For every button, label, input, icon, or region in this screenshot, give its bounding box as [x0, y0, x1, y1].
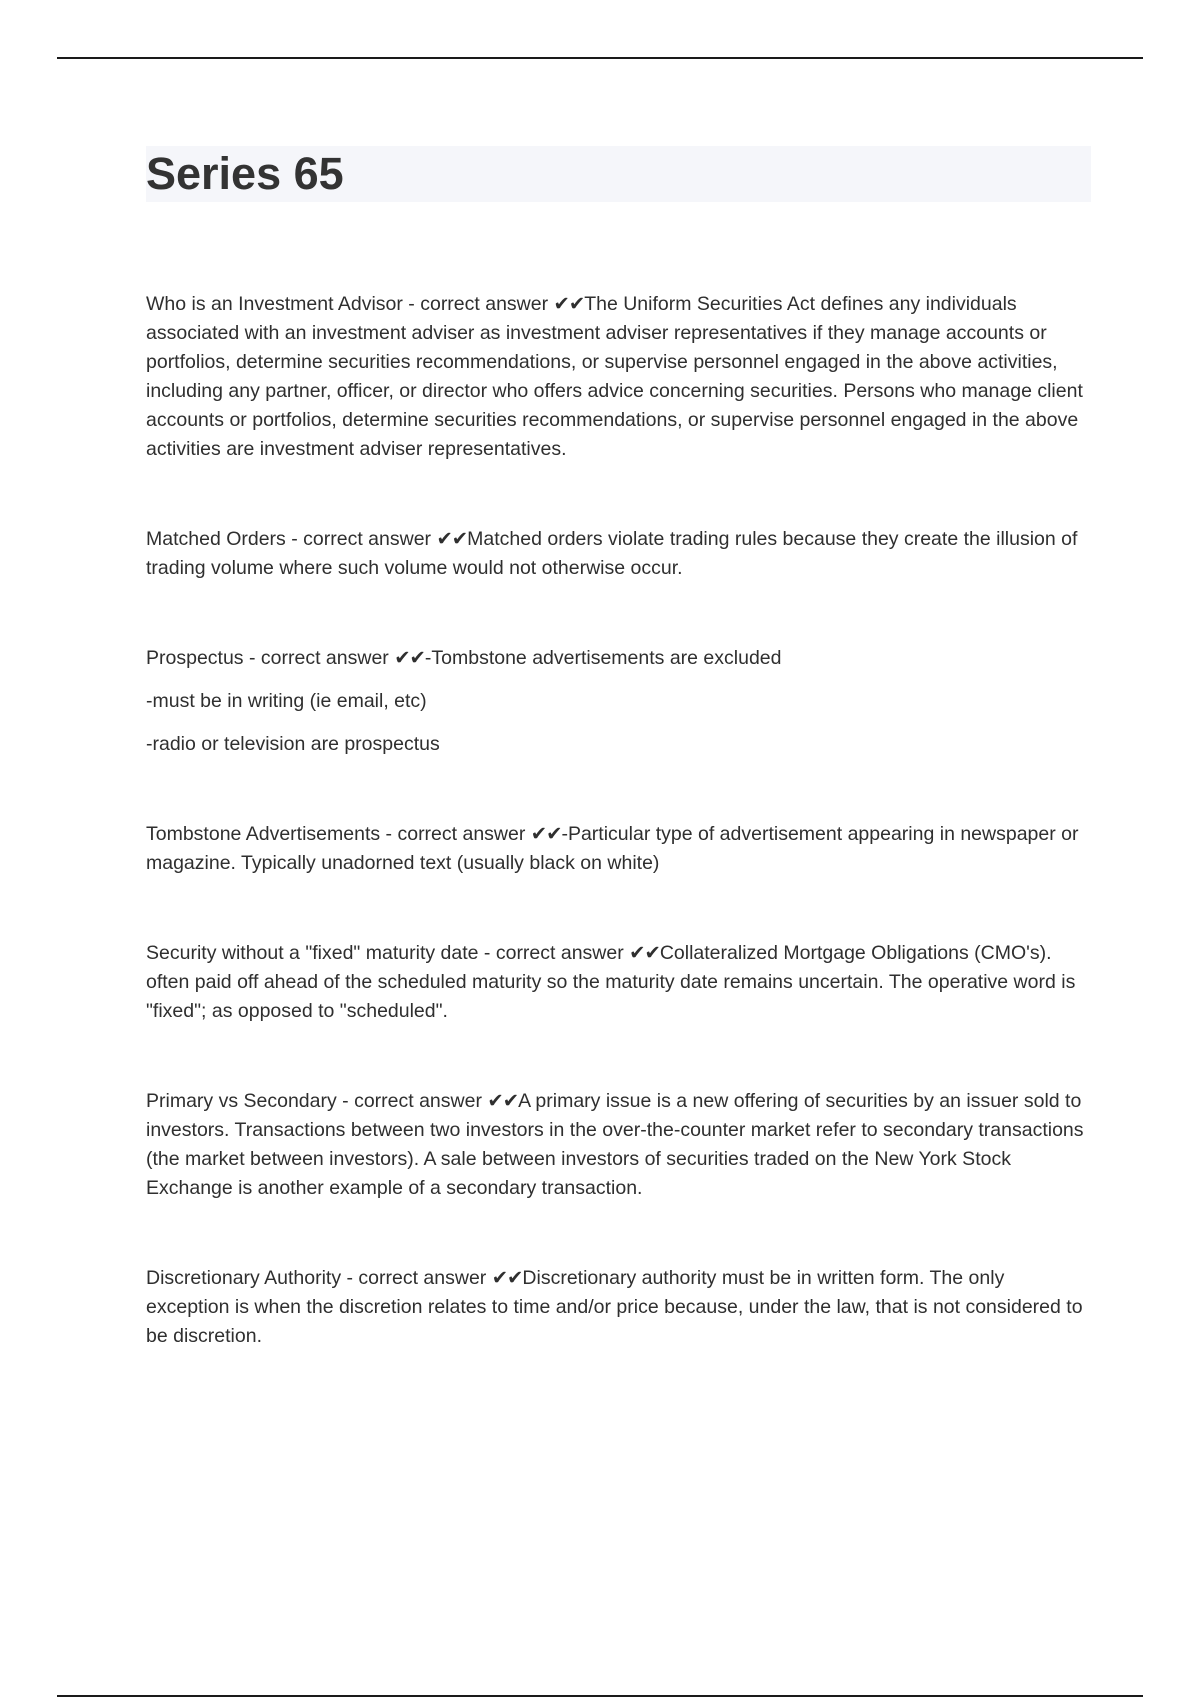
card-text: [146, 939, 1091, 1026]
title-banner: [146, 146, 1091, 202]
page-title: Series 65: [146, 148, 344, 199]
card-answer: -Tombstone advertisements are excluded: [424, 647, 782, 669]
flashcard-matched-orders: [146, 525, 1091, 583]
top-rule: [57, 57, 1143, 59]
separator: -: [380, 823, 398, 845]
document-body: [146, 146, 1091, 1412]
card-term: Who is an Investment Advisor: [146, 293, 403, 315]
card-term: Discretionary Authority: [146, 1267, 342, 1289]
separator: -: [402, 293, 421, 315]
double-check-icon: ✔✔: [436, 528, 468, 550]
double-check-icon: ✔✔: [491, 1267, 523, 1289]
card-term: Tombstone Advertisements: [146, 823, 381, 845]
card-answer: Collateralized Mortgage Obligations (CMO's). often paid off ahead of the scheduled maturity so the maturity date remains uncertain. The operative word is "fixed"; as opposed to "scheduled".: [146, 942, 1076, 1022]
card-text: [146, 525, 1091, 583]
card-answer: Discretionary authority must be in written form. The only exception is when the discretion relates to time and/or price because, under the law, that is not considered to be discretion.: [146, 1267, 1083, 1347]
card-answer: -Particular type of advertisement appearing in newspaper or magazine. Typically unadorned text (usually black on white): [146, 823, 1079, 874]
double-check-icon: ✔✔: [553, 293, 585, 315]
card-text: [146, 1087, 1091, 1203]
card-answer: Matched orders violate trading rules because they create the illusion of trading volume where such volume would not otherwise occur.: [146, 528, 1078, 579]
separator: -: [285, 528, 304, 550]
card-term: Prospectus: [146, 647, 244, 669]
double-check-icon: ✔✔: [629, 942, 660, 964]
answer-label: correct answer: [260, 647, 389, 669]
separator: -: [341, 1267, 359, 1289]
card-text: [146, 1264, 1091, 1351]
answer-label: correct answer: [495, 942, 624, 964]
card-text: [146, 820, 1091, 878]
card-term: Matched Orders: [146, 528, 286, 550]
bottom-rule: [57, 1695, 1143, 1697]
flashcard-discretionary-authority: [146, 1264, 1091, 1351]
double-check-icon: ✔✔: [530, 823, 562, 845]
flashcard-tombstone-advertisements: [146, 820, 1091, 878]
double-check-icon: ✔✔: [487, 1090, 519, 1112]
card-answer: A primary issue is a new offering of securities by an issuer sold to investors. Transactions between two investors in the over-the-counter market refer to secondary transactions (the market between investors). A sale between investors of securities traded on the New York Stock Exchange is another example of a secondary transaction.: [146, 1090, 1084, 1199]
card-answer-line: -must be in writing (ie email, etc): [146, 690, 427, 712]
flashcard-prospectus: [146, 644, 1091, 759]
answer-label: correct answer: [354, 1090, 482, 1112]
card-term: Primary vs Secondary: [146, 1090, 337, 1112]
card-text: [146, 644, 1091, 673]
flashcard-fixed-maturity: [146, 939, 1091, 1026]
double-check-icon: ✔✔: [394, 647, 425, 669]
separator: -: [478, 942, 496, 964]
answer-label: correct answer: [420, 293, 549, 315]
answer-label: correct answer: [397, 823, 526, 845]
card-term: Security without a "fixed" maturity date: [146, 942, 479, 964]
flashcard-primary-vs-secondary: [146, 1087, 1091, 1203]
card-text: [146, 290, 1091, 464]
card-answer-line: -radio or television are prospectus: [146, 733, 440, 755]
card-answer: The Uniform Securities Act defines any individuals associated with an investment adviser as investment adviser representatives if they manage accounts or portfolios, determine securities recommendations, or supervise personnel engaged in the above activities, including any partner, officer, or director who offers advice concerning securities. Persons who manage client accounts or portfolios, determine securities recommendations, or supervise personnel engaged in the above activities are investment adviser representatives.: [146, 293, 1083, 460]
answer-label: correct answer: [358, 1267, 487, 1289]
flashcard-list: [146, 290, 1091, 1351]
answer-label: correct answer: [303, 528, 432, 550]
separator: -: [336, 1090, 355, 1112]
separator: -: [243, 647, 261, 669]
flashcard-investment-advisor: [146, 290, 1091, 464]
